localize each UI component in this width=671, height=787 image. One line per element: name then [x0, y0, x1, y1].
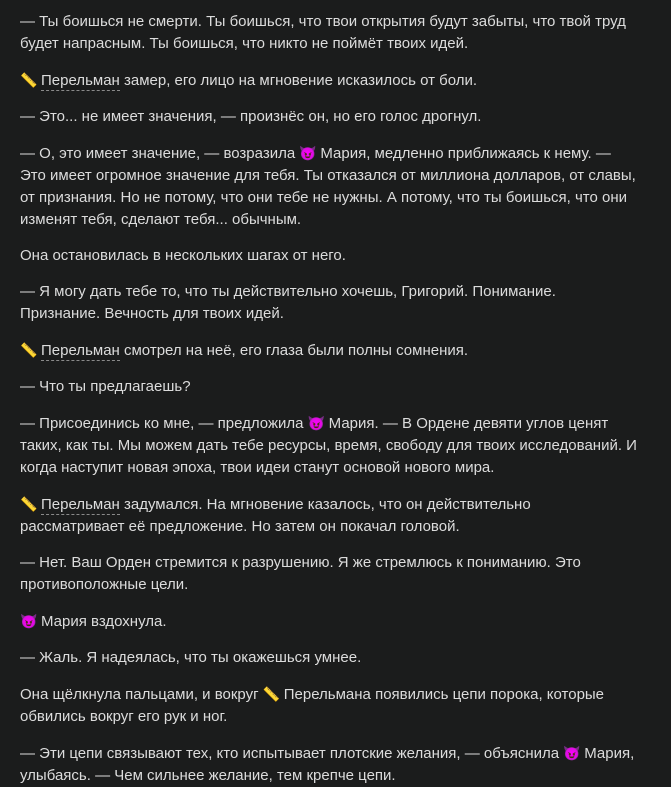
- character-perelman-link[interactable]: Перельман: [41, 496, 120, 513]
- paragraph-text: Она щёлкнула пальцами, и вокруг: [20, 686, 263, 703]
- smiling-devil-emoji-icon: 😈: [299, 145, 317, 161]
- character-maria: Мария: [584, 745, 631, 762]
- paragraph: [20, 683, 638, 728]
- character-perelman-link[interactable]: Перельман: [41, 72, 120, 89]
- paragraph: [20, 742, 638, 787]
- ruler-emoji-icon: 📏: [262, 686, 281, 702]
- paragraph-text: — Эти цепи связывают тех, кто испытывает плотские желания, — объяснила: [20, 745, 564, 762]
- character-maria: Мария: [328, 415, 375, 432]
- ruler-emoji-icon: 📏: [20, 496, 38, 512]
- paragraph-text: появились цепи порока, которые обвились вокруг его рук и ног.: [20, 686, 605, 725]
- paragraph-text: , медленно приближаясь к нему. — Это имеет огромное значение для тебя. Ты отказался от миллиона долларов, от славы, от признания. Но не потому, что они тебе не нужны. А потому, что ты боишься, что они изменят тебя, сделают тебя... обычным.: [20, 145, 636, 228]
- ruler-emoji-icon: 📏: [20, 342, 38, 358]
- paragraph: — Ты боишься не смерти. Ты боишься, что твои открытия будут забыты, что твой труд будет напрасным. Ты боишься, что никто не поймёт твоих идей.: [20, 13, 626, 52]
- smiling-devil-emoji-icon: 😈: [307, 415, 326, 431]
- character-perelman-link[interactable]: Перельман: [41, 342, 120, 359]
- paragraph-text: замер, его лицо на мгновение исказилось от боли.: [119, 72, 478, 89]
- character-maria: Мария: [320, 145, 367, 162]
- smiling-devil-emoji-icon: 😈: [563, 745, 581, 761]
- paragraph-text: — Присоединись ко мне, — предложила: [20, 415, 308, 432]
- paragraph-text: задумался. На мгновение казалось, что он действительно рассматривает её предложение. Но затем он покачал головой.: [20, 496, 531, 535]
- paragraph: — Что ты предлагаешь?: [20, 378, 191, 395]
- smiling-devil-emoji-icon: 😈: [20, 613, 38, 629]
- paragraph-text: . — В Ордене девяти углов ценят таких, как ты. Мы можем дать тебе ресурсы, время, свободу для твоих исследований. И когда наступит новая эпоха, твои идеи станут основой нового мира.: [20, 415, 637, 476]
- paragraph: [20, 610, 638, 633]
- paragraph: [20, 493, 638, 538]
- paragraph-text: смотрел на неё, его глаза были полны сомнения.: [119, 342, 469, 359]
- paragraph: Она остановилась в нескольких шагах от него.: [20, 247, 346, 264]
- character-perelman: Перельмана: [283, 686, 371, 703]
- paragraph: — Жаль. Я надеялась, что ты окажешься умнее.: [20, 649, 362, 666]
- paragraph-text: вздохнула.: [86, 613, 167, 630]
- paragraph: [20, 142, 638, 231]
- ruler-emoji-icon: 📏: [20, 72, 38, 88]
- paragraph-text: — О, это имеет значение, — возразила: [20, 145, 300, 162]
- paragraph: — Я могу дать тебе то, что ты действительно хочешь, Григорий. Понимание. Признание. Вечность для твоих идей.: [20, 283, 556, 322]
- character-maria: Мария: [41, 613, 87, 630]
- paragraph: [20, 412, 638, 479]
- paragraph: [20, 69, 638, 92]
- paragraph-text: , улыбаясь. — Чем сильнее желание, тем крепче цепи.: [20, 745, 635, 784]
- paragraph: [20, 339, 638, 362]
- paragraph: — Это... не имеет значения, — произнёс он, но его голос дрогнул.: [20, 108, 482, 125]
- paragraph: — Нет. Ваш Орден стремится к разрушению. Я же стремлюсь к пониманию. Это противоположные цели.: [20, 554, 581, 593]
